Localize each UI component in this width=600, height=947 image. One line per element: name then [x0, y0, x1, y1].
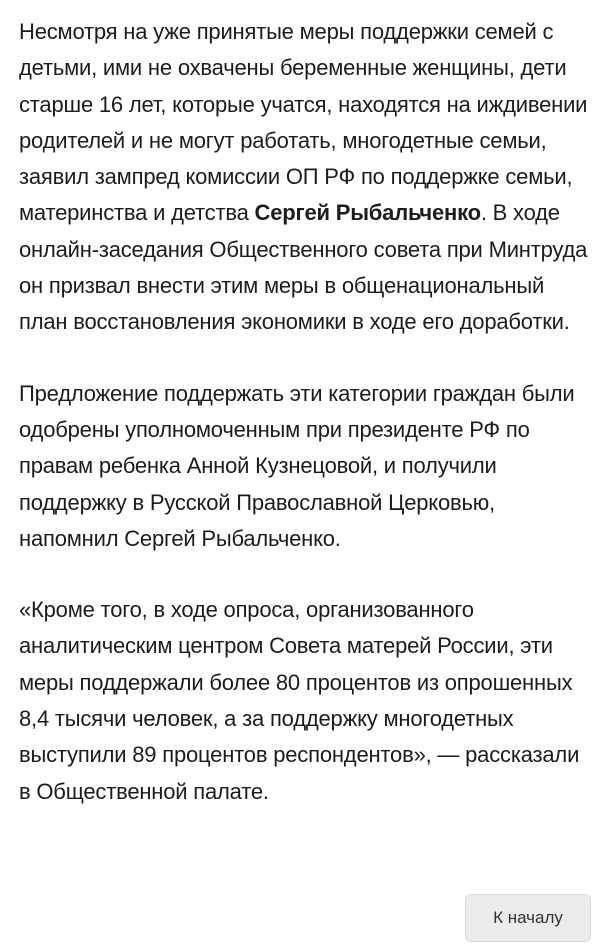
article-body	[19, 14, 589, 845]
paragraph-2: Предложение поддержать эти категории граждан были одобрены уполномоченным при президенте РФ по правам ребенка Анной Кузнецовой, и получили поддержку в Русской Православной Церковью, напомнил Сергей Рыбальченко.	[19, 380, 575, 551]
paragraph-1	[19, 14, 589, 341]
paragraph-1-text-end: . В ходе онлайн-заседания Общественного совета при Минтруда он призвал внести этим меры в общенациональный план восстановления экономики в ходе его доработки.	[19, 200, 588, 335]
back-to-top-label: К началу	[493, 908, 563, 927]
paragraph-1-text-start: Несмотря на уже принятые меры поддержки семей с детьми, ими не охвачены беременные женщины, дети старше 16 лет, которые учатся, находятся на иждивении родителей и не могут работать, многодетные семьи, заявил зампред комиссии ОП РФ по поддержке семьи, материнства и детства	[19, 19, 588, 226]
paragraph-3: «Кроме того, в ходе опроса, организованного аналитическим центром Совета матерей России, эти меры поддержали более 80 процентов из опрошенных 8,4 тысячи человек, а за поддержку многодетных выступили 89 процентов респондентов», — рассказали в Общественной палате.	[19, 597, 580, 804]
person-name: Сергей Рыбальченко	[254, 200, 481, 226]
back-to-top-button[interactable]	[465, 894, 591, 942]
